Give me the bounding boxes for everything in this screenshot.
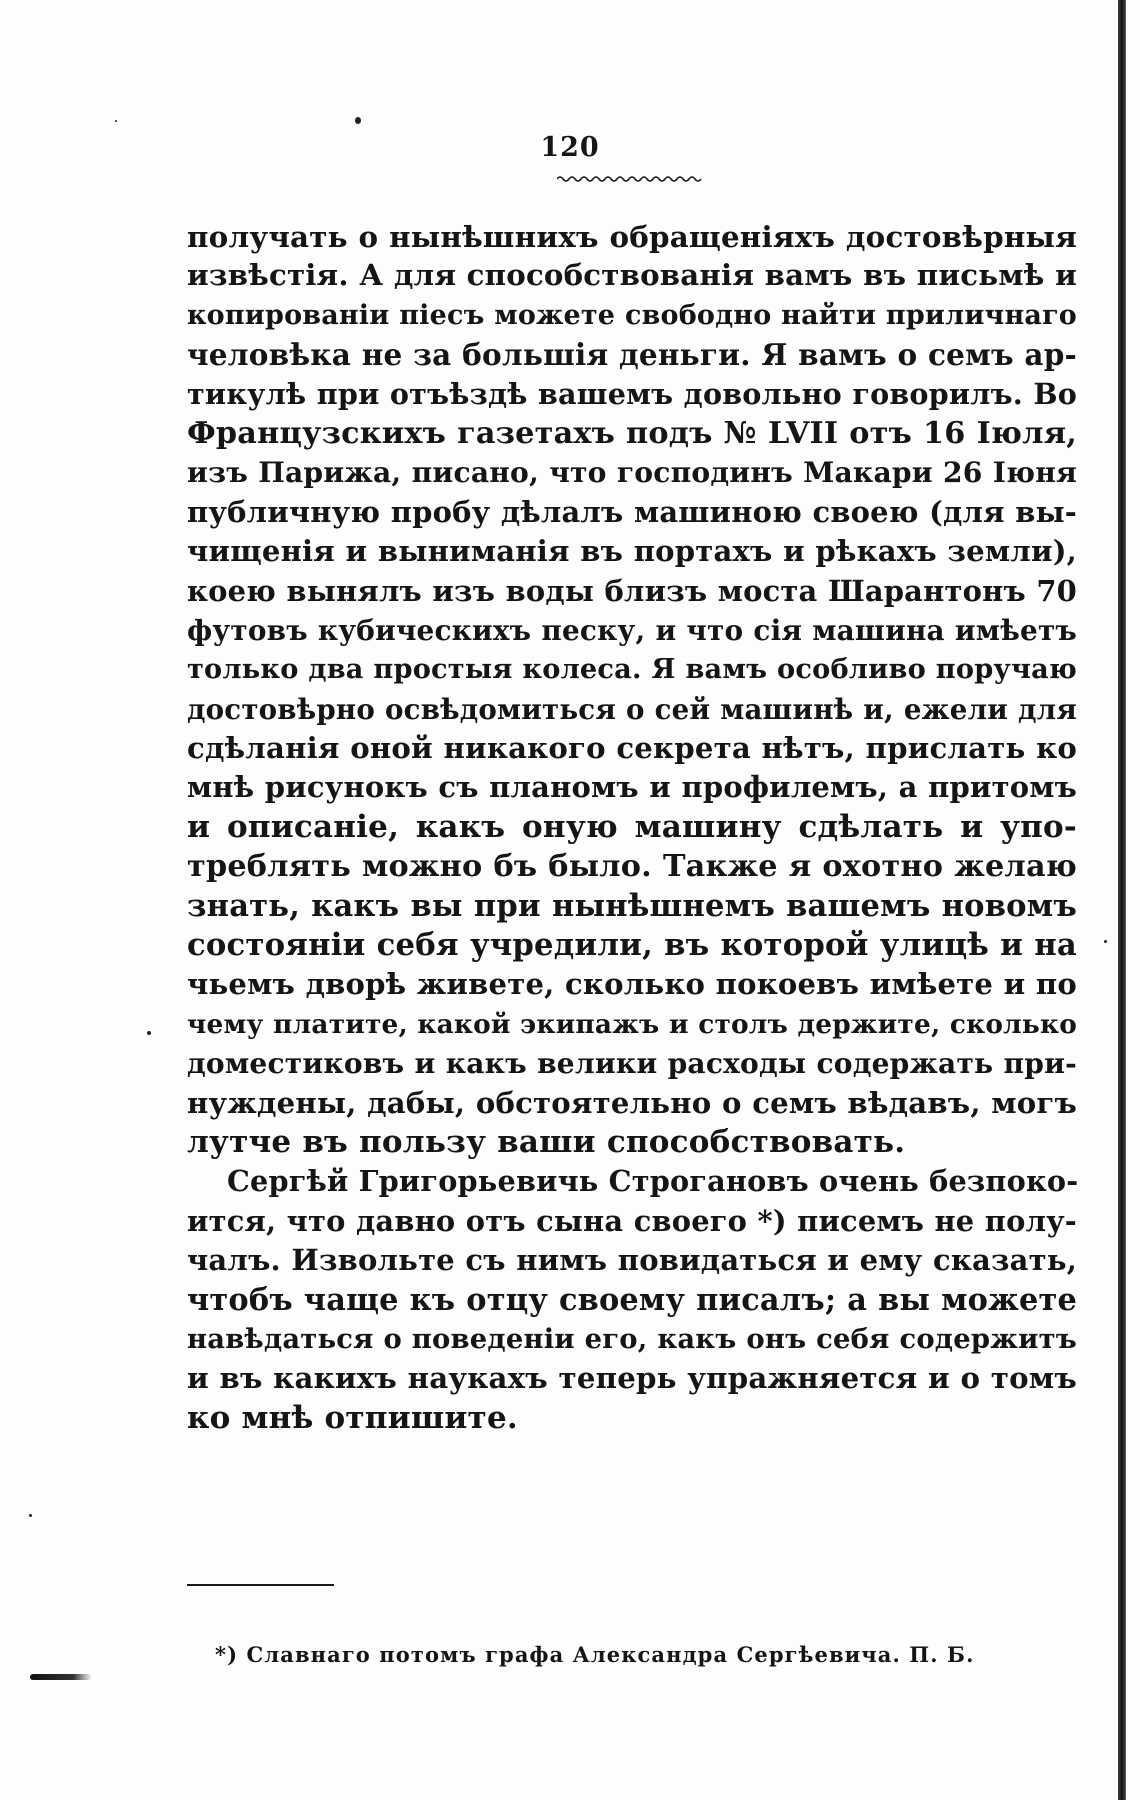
text-line: достовѣрно освѣдомиться о сей машинѣ и, ежели для [187,692,1077,726]
text-line: лутче въ пользу ваши способствовать. [187,1123,906,1160]
text-line: и описаніе, какъ оную машину сдѣлать и упо- [187,808,1077,845]
text-line: ко мнѣ отпишите. [187,1399,518,1436]
ink-speck [29,1514,32,1517]
text-line: чему платите, какой экипажъ и столъ держите, сколько [187,1008,1077,1040]
text-line: Французскихъ газетахъ подъ № LVII отъ 16 Іюля, [187,415,1077,451]
text-line: чьемъ дворѣ живете, сколько покоевъ имѣете и по [187,967,1077,1002]
footnote: *) Славнаго потомъ графа Александра Сергѣевича. П. Б. [215,1642,975,1667]
text-line: футовъ кубическихъ песку, и что сія машина имѣетъ [187,613,1077,647]
text-line: ится, что давно отъ сына своего *) писемъ не полу- [187,1203,1077,1238]
text-line: тикулѣ при отъѣздѣ вашемъ довольно говорилъ. Во [187,376,1077,411]
text-line: чалъ. Извольте съ нимъ повидаться и ему сказать, [187,1243,1077,1278]
text-line: мнѣ рисунокъ съ планомъ и профилемъ, а притомъ [187,770,1077,805]
wavy-rule-ornament [557,174,704,184]
text-line: чтобъ чаще къ отцу своему писалъ; а вы можете [187,1281,1077,1318]
text-line: коею вынялъ изъ воды близъ моста Шарантонъ 70 [187,573,1077,608]
text-line: доместиковъ и какъ велики расходы содержать при- [187,1047,1077,1081]
text-line: человѣка не за большія деньги. Я вамъ о семъ ар- [187,337,1077,373]
text-line: чищенія и выниманія въ портахъ и рѣкахъ земли), [187,534,1077,569]
text-line: треблять можно бъ было. Также я охотно желаю [187,849,1077,885]
footnote-rule [187,1584,334,1586]
scan-edge-shadow [1118,0,1126,1800]
page-number: 120 [540,132,600,163]
ink-smudge [30,1674,92,1680]
text-line: только два простыя колеса. Я вамъ особливо поручаю [187,653,1077,686]
body-text [187,217,1077,1438]
text-line: и въ какихъ наукахъ теперь упражняется и о томъ [187,1361,1077,1396]
text-line: извѣстія. А для способствованія вамъ въ письмѣ и [187,258,1077,293]
ink-speck [147,1031,151,1035]
text-line: состояніи себя учредили, въ которой улицѣ и на [187,927,1077,964]
ink-speck [115,120,117,122]
text-line: копированіи піесъ можете свободно найти приличнаго [187,299,1077,331]
text-line: изъ Парижа, писано, что господинъ Макари 26 Іюня [187,456,1077,490]
text-line: знать, какъ вы при нынѣшнемъ вашемъ новомъ [187,887,1077,924]
text-line: навѣдаться о поведеніи его, какъ онъ себя содержитъ [187,1322,1077,1355]
text-line: публичную пробу дѣлалъ машиною своею (для вы- [187,494,1077,529]
text-line: получать о нынѣшнихъ обращеніяхъ достовѣрныя [187,219,1077,254]
ink-speck [355,117,361,124]
ink-speck [1104,940,1107,943]
text-line: нуждены, дабы, обстоятельно о семъ вѣдавъ, могъ [187,1085,1077,1120]
text-line: Сергѣй Григорьевичь Строгановъ очень безпоко- [227,1164,1079,1199]
text-line: сдѣланія оной никакого секрета нѣтъ, прислать ко [187,731,1077,766]
